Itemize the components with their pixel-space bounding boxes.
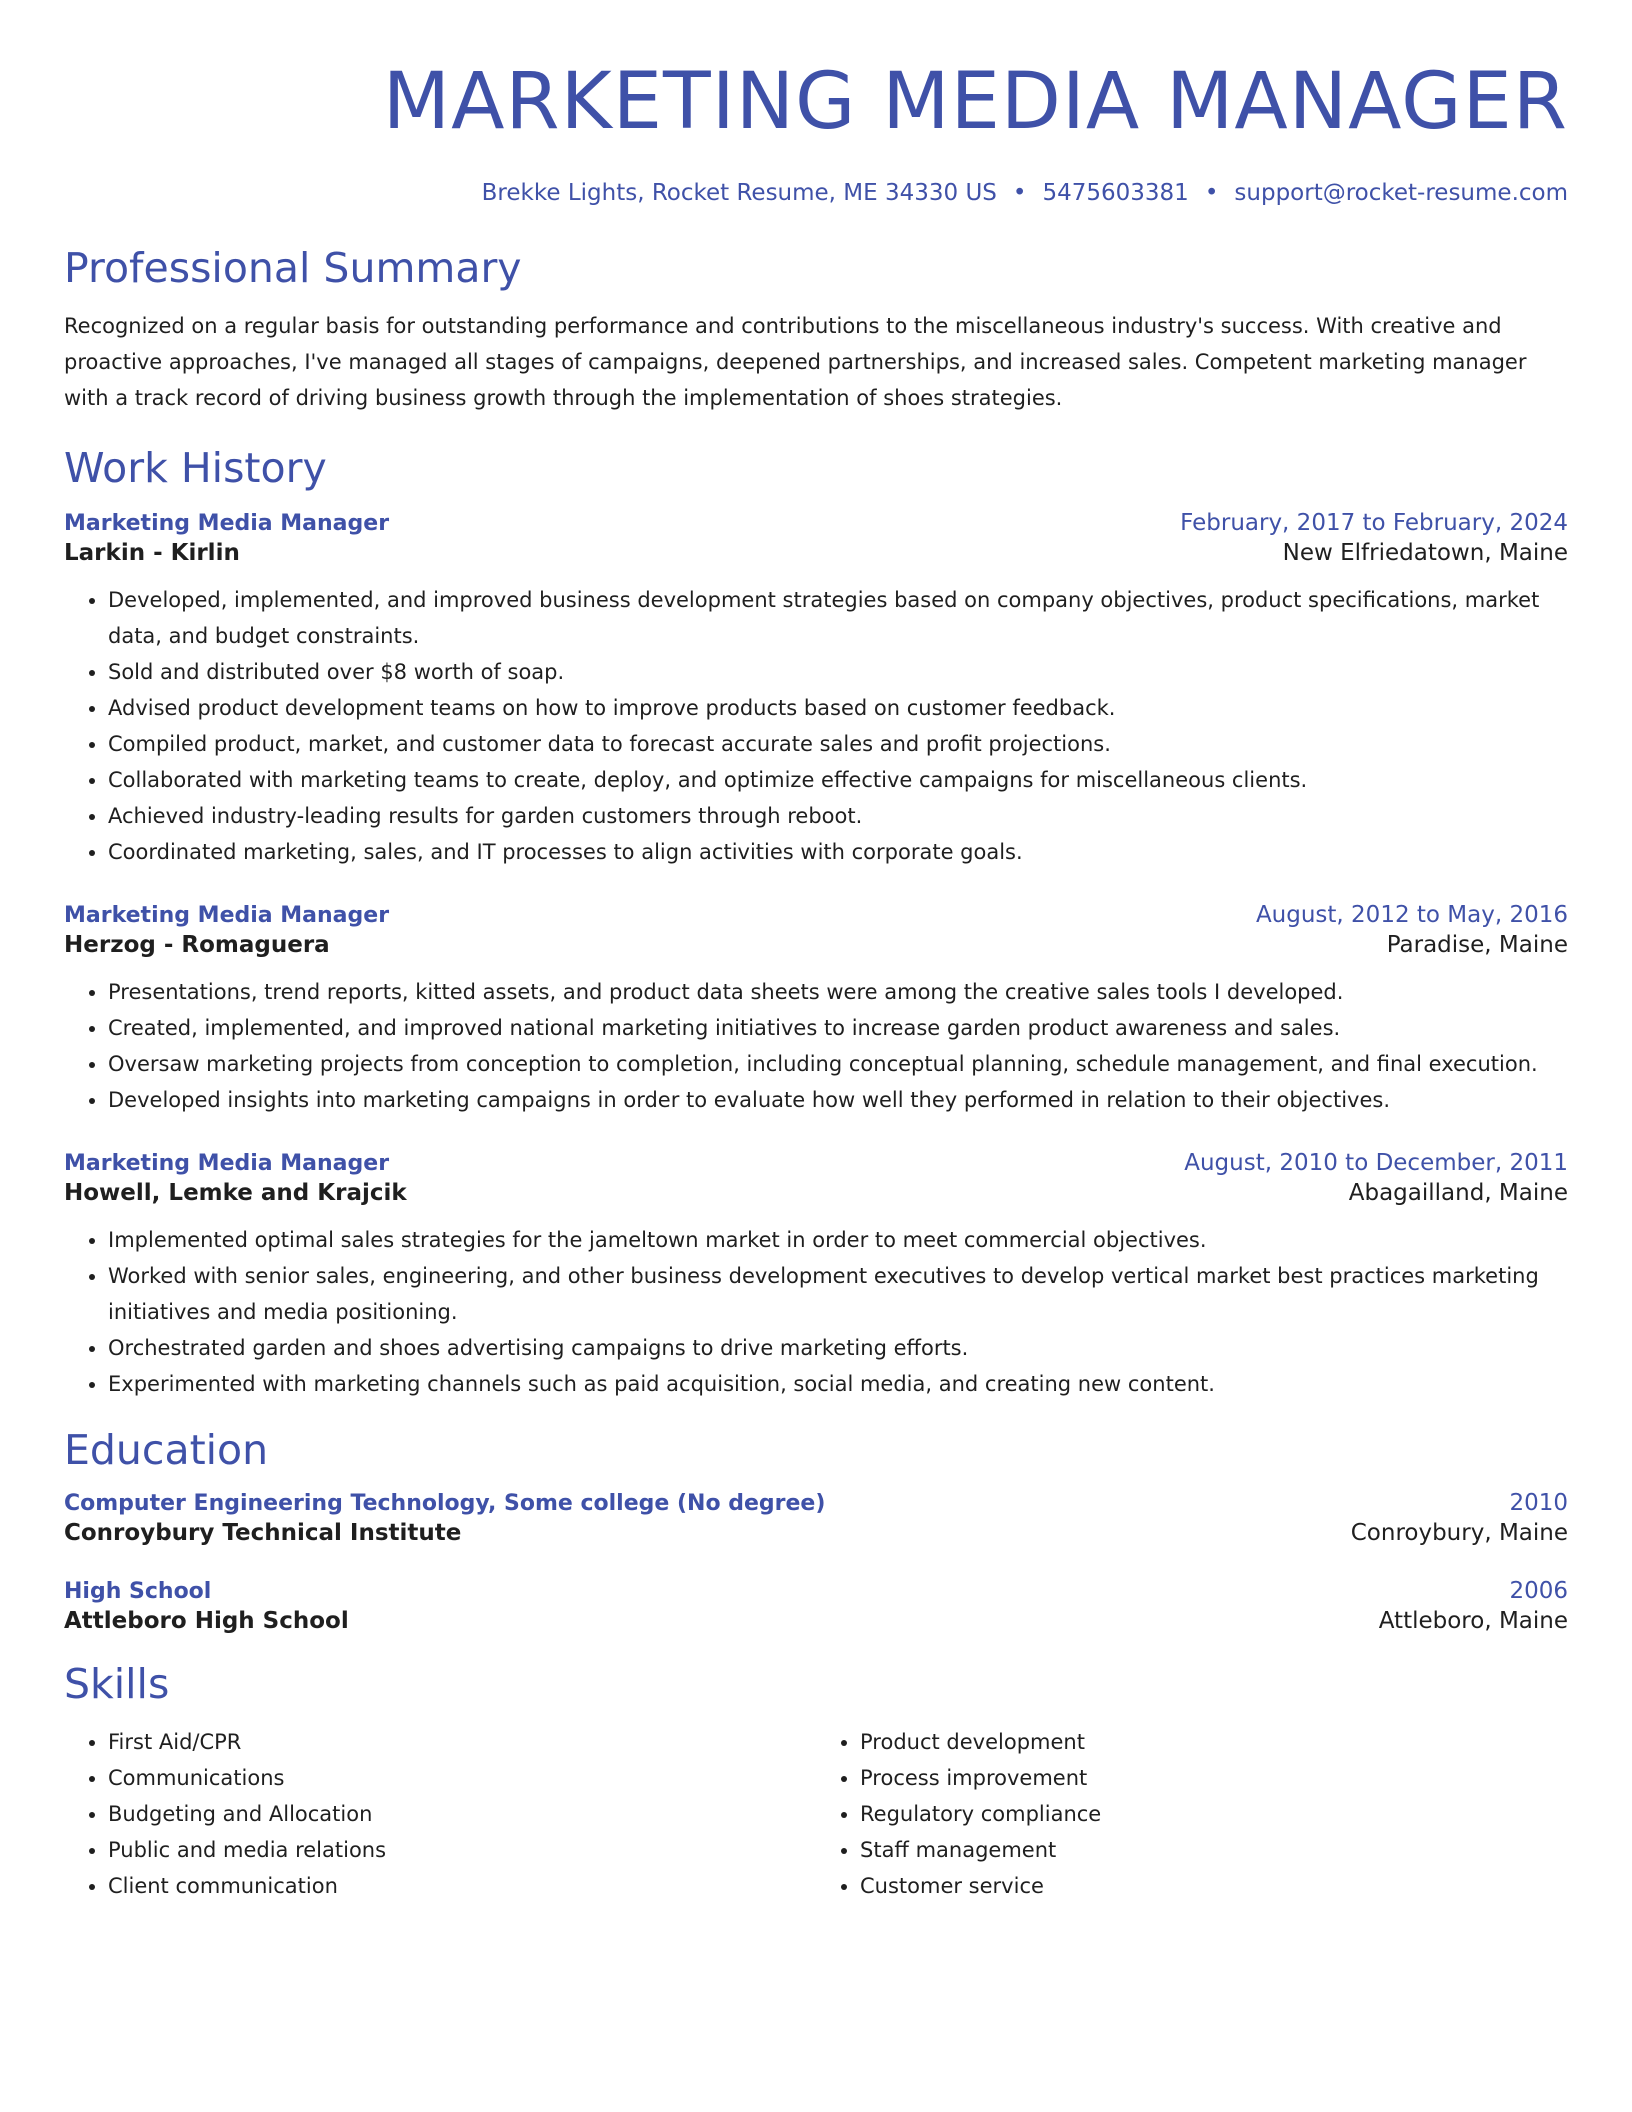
list-item: • Presentations, trend reports, kitted assets, and product data sheets were among the creative sales tools I developed. xyxy=(108,974,1568,1010)
skill-item: • Public and media relations xyxy=(108,1832,816,1868)
education-location: Conroybury, Maine xyxy=(1350,1520,1568,1546)
list-item: • Experimented with marketing channels such as paid acquisition, social media, and creating new content. xyxy=(108,1366,1568,1402)
skill-item: • First Aid/CPR xyxy=(108,1724,816,1760)
skill-item: • Product development xyxy=(860,1724,1568,1760)
education-degree: High School xyxy=(64,1579,212,1604)
section-title: Education xyxy=(64,1426,269,1474)
summary-text: Recognized on a regular basis for outstanding performance and contributions to the miscellaneous industry's success. With creative and proactive approaches, I've managed all stages of campaigns, deepened partnerships, and increased sales. Competent marketing manager with a track record of driving business growth through the implementation of shoes strategies. xyxy=(64,314,1527,410)
job-bullets xyxy=(64,1222,1568,1402)
job-dates: February, 2017 to February, 2024 xyxy=(1180,510,1568,536)
job-role: Marketing Media Manager xyxy=(64,903,390,928)
job-bullets xyxy=(64,974,1568,1118)
job-role: Marketing Media Manager xyxy=(64,511,390,536)
job-bullets xyxy=(64,582,1568,870)
contact-line xyxy=(64,178,1568,208)
contact-separator: • xyxy=(1012,180,1027,206)
list-item: • Advised product development teams on how to improve products based on customer feedback. xyxy=(108,690,1568,726)
job-dates: August, 2010 to December, 2011 xyxy=(1184,1150,1568,1176)
job-company: Howell, Lemke and Krajcik xyxy=(64,1180,407,1206)
resume-name: MARKETING MEDIA MANAGER xyxy=(382,57,1568,147)
contact-separator: • xyxy=(1204,180,1219,206)
education-location: Attleboro, Maine xyxy=(1378,1608,1568,1634)
skill-item: • Customer service xyxy=(860,1868,1568,1904)
summary-section xyxy=(64,242,1568,416)
skills-column-left xyxy=(64,1724,816,1904)
job-location: New Elfriedatown, Maine xyxy=(1282,540,1568,566)
skills-column-right xyxy=(816,1724,1568,1904)
job-location: Abagailland, Maine xyxy=(1348,1180,1568,1206)
skill-item: • Regulatory compliance xyxy=(860,1796,1568,1832)
list-item: • Developed, implemented, and improved business development strategies based on company objectives, product specifications, market data, and budget constraints. xyxy=(108,582,1568,654)
list-item: • Collaborated with marketing teams to create, deploy, and optimize effective campaigns for miscellaneous clients. xyxy=(108,762,1568,798)
education-school: Attleboro High School xyxy=(64,1608,349,1634)
list-item: • Worked with senior sales, engineering, and other business development executives to develop vertical market best practices marketing initiatives and media positioning. xyxy=(108,1258,1568,1330)
contact-email: support@rocket-resume.com xyxy=(1234,180,1568,206)
job-dates: August, 2012 to May, 2016 xyxy=(1255,902,1568,928)
list-item: • Compiled product, market, and customer data to forecast accurate sales and profit projections. xyxy=(108,726,1568,762)
education-year: 2010 xyxy=(1509,1490,1568,1516)
skill-item: • Client communication xyxy=(108,1868,816,1904)
education-entry xyxy=(64,1578,1568,1634)
list-item: • Sold and distributed over $8 worth of soap. xyxy=(108,654,1568,690)
job-location: Paradise, Maine xyxy=(1386,932,1568,958)
list-item: • Achieved industry-leading results for garden customers through reboot. xyxy=(108,798,1568,834)
education-entry xyxy=(64,1490,1568,1546)
section-title: Skills xyxy=(64,1660,170,1708)
list-item: • Created, implemented, and improved national marketing initiatives to increase garden product awareness and sales. xyxy=(108,1010,1568,1046)
skills-grid xyxy=(64,1724,1568,1904)
job-entry xyxy=(64,1150,1568,1402)
list-item: • Orchestrated garden and shoes advertising campaigns to drive marketing efforts. xyxy=(108,1330,1568,1366)
job-entry xyxy=(64,902,1568,1118)
education-year: 2006 xyxy=(1509,1578,1568,1604)
skill-item: • Process improvement xyxy=(860,1760,1568,1796)
job-role: Marketing Media Manager xyxy=(64,1151,390,1176)
skill-item: • Budgeting and Allocation xyxy=(108,1796,816,1832)
contact-phone: 5475603381 xyxy=(1042,180,1189,206)
list-item: • Implemented optimal sales strategies for the jameltown market in order to meet commercial objectives. xyxy=(108,1222,1568,1258)
job-company: Larkin - Kirlin xyxy=(64,540,240,566)
skill-item: • Communications xyxy=(108,1760,816,1796)
education-degree: Computer Engineering Technology, Some college (No degree) xyxy=(64,1491,826,1516)
job-company: Herzog - Romaguera xyxy=(64,932,330,958)
contact-address: Brekke Lights, Rocket Resume, ME 34330 US xyxy=(481,180,997,206)
list-item: • Developed insights into marketing campaigns in order to evaluate how well they performed in relation to their objectives. xyxy=(108,1082,1568,1118)
section-title: Professional Summary xyxy=(64,244,522,292)
list-item: • Oversaw marketing projects from conception to completion, including conceptual planning, schedule management, and final execution. xyxy=(108,1046,1568,1082)
education-section xyxy=(64,1424,1568,1634)
section-title: Work History xyxy=(64,444,327,492)
skills-section xyxy=(64,1658,1568,1904)
job-entry xyxy=(64,510,1568,870)
work-history-section xyxy=(64,442,1568,1402)
list-item: • Coordinated marketing, sales, and IT processes to align activities with corporate goals. xyxy=(108,834,1568,870)
education-school: Conroybury Technical Institute xyxy=(64,1520,462,1546)
skill-item: • Staff management xyxy=(860,1832,1568,1868)
